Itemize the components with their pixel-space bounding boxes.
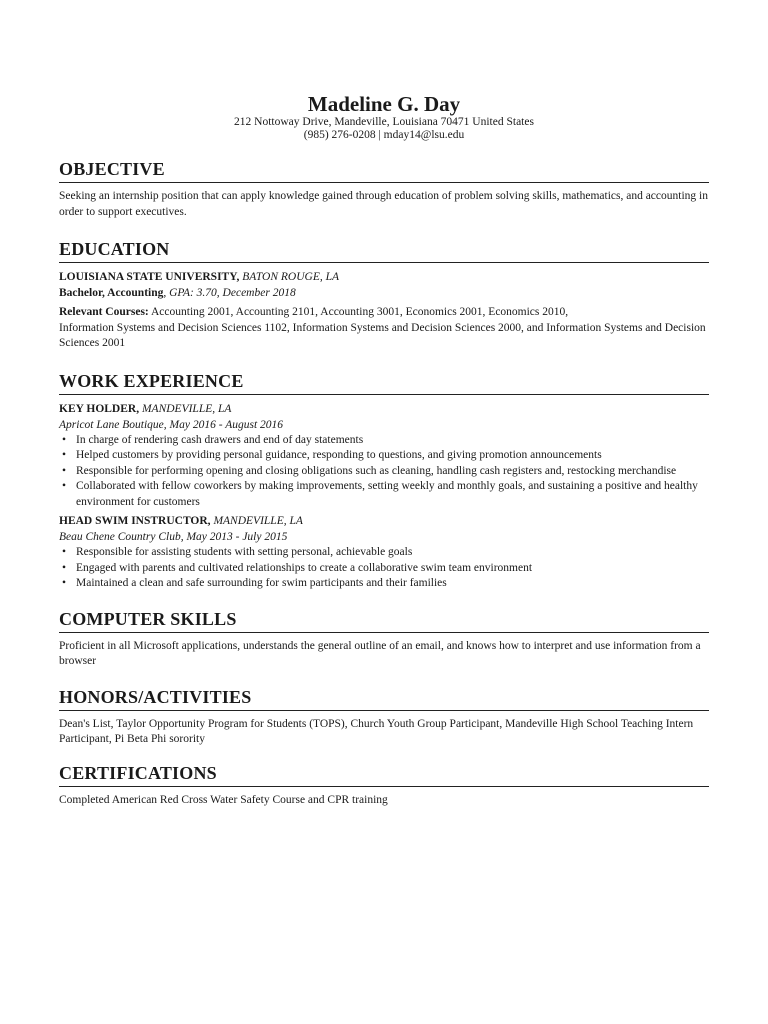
list-item: • Helped customers by providing personal guidance, responding to questions, and giving promotion announcements — [59, 448, 709, 464]
work-section — [59, 370, 709, 592]
job-title-line — [59, 513, 709, 529]
job-location: MANDEVILLE, LA — [213, 515, 303, 527]
certifications-text: Completed American Red Cross Water Safety Course and CPR training — [59, 793, 388, 806]
list-item: • Collaborated with fellow coworkers by making improvements, setting weekly and monthly goals, and sustaining a positive and healthy environment for customers — [62, 480, 698, 508]
job-location: MANDEVILLE, LA — [141, 402, 232, 415]
job-entry — [59, 513, 709, 592]
job-entry — [59, 401, 709, 511]
bullet-icon: • — [62, 464, 67, 477]
certifications-section — [59, 762, 709, 809]
courses-label: Relevant Courses: — [59, 306, 149, 318]
list-item: • Responsible for performing opening and closing obligations such as cleaning, handling cash registers and, restocking merchandise — [59, 464, 709, 480]
job-employer: Beau Chene Country Club, May 2013 - July 2015 — [59, 531, 288, 543]
courses-list-1: Accounting 2001, Accounting 2101, Accounting 3001, Economics 2001, Economics 2010, — [151, 306, 569, 318]
school-name: LOUISIANA STATE UNIVERSITY, — [59, 271, 240, 283]
job-title-line — [59, 401, 709, 417]
objective-section — [59, 158, 709, 220]
bullet-icon: • — [62, 546, 67, 558]
certifications-heading: CERTIFICATIONS — [59, 762, 709, 787]
objective-text: Seeking an internship position that can apply knowledge gained through education of problem solving skills, mathematics, and accounting in order to support executives. — [59, 190, 708, 218]
courses-line — [59, 305, 709, 352]
computer-skills-text: Proficient in all Microsoft applications, understands the general outline of an email, and knows how to interpret and use information from a browser — [59, 639, 701, 667]
bullet-icon: • — [62, 480, 67, 492]
bullet-icon: • — [62, 561, 67, 574]
courses-list-2: Information Systems and Decision Sciences 1102, Information Systems and Decision Sciences 2000, and Information Systems and Decision Sciences 2001 — [59, 321, 706, 349]
degree-details: , GPA: 3.70, December 2018 — [163, 287, 296, 299]
degree-line — [59, 285, 709, 301]
job-role: KEY HOLDER, — [59, 402, 140, 415]
objective-heading: OBJECTIVE — [59, 158, 709, 183]
job-role: HEAD SWIM INSTRUCTOR, — [59, 515, 211, 527]
bullet-icon: • — [62, 577, 67, 589]
list-item: • Engaged with parents and cultivated relationships to create a collaborative swim team environment — [59, 561, 709, 577]
school-location: BATON ROUGE, LA — [242, 271, 340, 283]
work-heading: WORK EXPERIENCE — [59, 370, 709, 395]
job-bullets — [59, 433, 709, 511]
bullet-icon: • — [62, 433, 67, 446]
address-line: 212 Nottoway Drive, Mandeville, Louisiana 70471 United States — [234, 116, 534, 128]
honors-heading: HONORS/ACTIVITIES — [59, 686, 709, 711]
job-bullets — [59, 545, 709, 592]
computer-skills-section — [59, 608, 709, 670]
degree-name: Bachelor, Accounting — [59, 287, 164, 299]
education-heading: EDUCATION — [59, 238, 709, 263]
list-item: • In charge of rendering cash drawers and end of day statements — [59, 433, 709, 449]
candidate-name: Madeline G. Day — [307, 92, 461, 116]
honors-section — [59, 686, 709, 748]
computer-skills-heading: COMPUTER SKILLS — [59, 608, 709, 633]
list-item: • Maintained a clean and safe surrounding for swim participants and their families — [59, 576, 709, 592]
education-section — [59, 238, 709, 352]
honors-text: Dean's List, Taylor Opportunity Program for Students (TOPS), Church Youth Group Participant, Mandeville High School Teaching Intern Participant, Pi Beta Phi sorority — [59, 717, 694, 745]
school-line — [59, 269, 709, 285]
bullet-icon: • — [62, 449, 67, 461]
job-employer: Apricot Lane Boutique, May 2016 - August 2016 — [59, 418, 284, 431]
list-item: • Responsible for assisting students with setting personal, achievable goals — [59, 545, 709, 561]
contact-line: (985) 276-0208 | mday14@lsu.edu — [303, 129, 465, 141]
